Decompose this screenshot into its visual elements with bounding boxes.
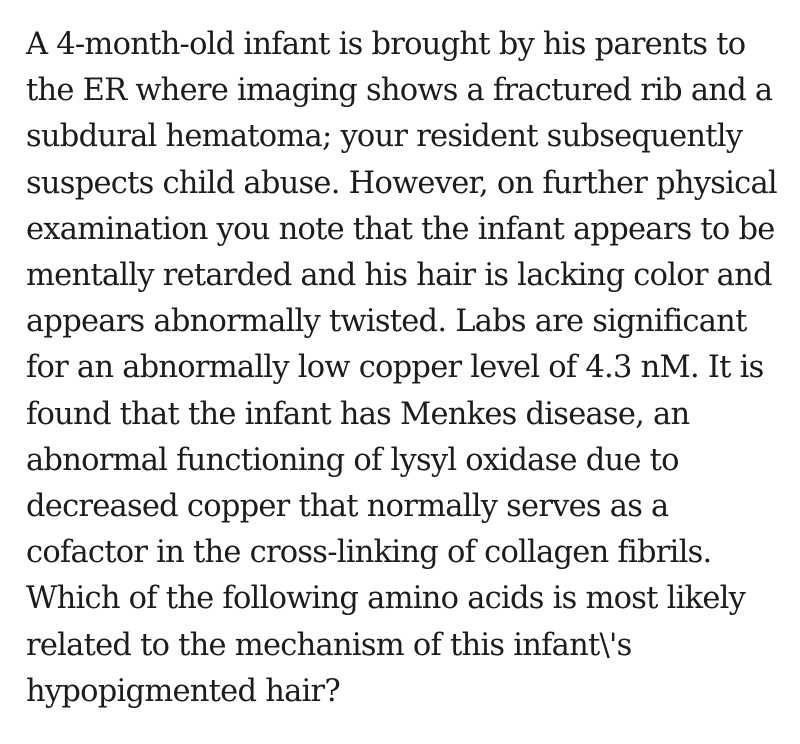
question-line-11: decreased copper that normally serves as a bbox=[26, 489, 669, 525]
question-text bbox=[26, 22, 796, 715]
question-line-12: cofactor in the cross-linking of collagen fibrils. bbox=[26, 535, 712, 571]
question-line-4: suspects child abuse. However, on further physical bbox=[26, 165, 777, 201]
question-line-3: subdural hematoma; your resident subsequently bbox=[26, 119, 743, 155]
question-line-2: the ER where imaging shows a fractured rib and a bbox=[26, 73, 773, 109]
question-line-8: for an abnormally low copper level of 4.3 nM. It is bbox=[26, 350, 764, 386]
question-line-15: hypopigmented hair? bbox=[26, 673, 340, 709]
question-line-6: mentally retarded and his hair is lacking color and bbox=[26, 258, 772, 294]
question-line-7: appears abnormally twisted. Labs are significant bbox=[26, 304, 747, 340]
question-line-14: related to the mechanism of this infant\'s bbox=[26, 627, 632, 663]
question-line-5: examination you note that the infant appears to be bbox=[26, 211, 775, 247]
question-line-1: A 4-month-old infant is brought by his parents to bbox=[26, 27, 746, 62]
question-line-10: abnormal functioning of lysyl oxidase due to bbox=[26, 442, 679, 478]
question-line-9: found that the infant has Menkes disease, an bbox=[26, 396, 690, 432]
question-line-13: Which of the following amino acids is most likely bbox=[26, 581, 746, 617]
